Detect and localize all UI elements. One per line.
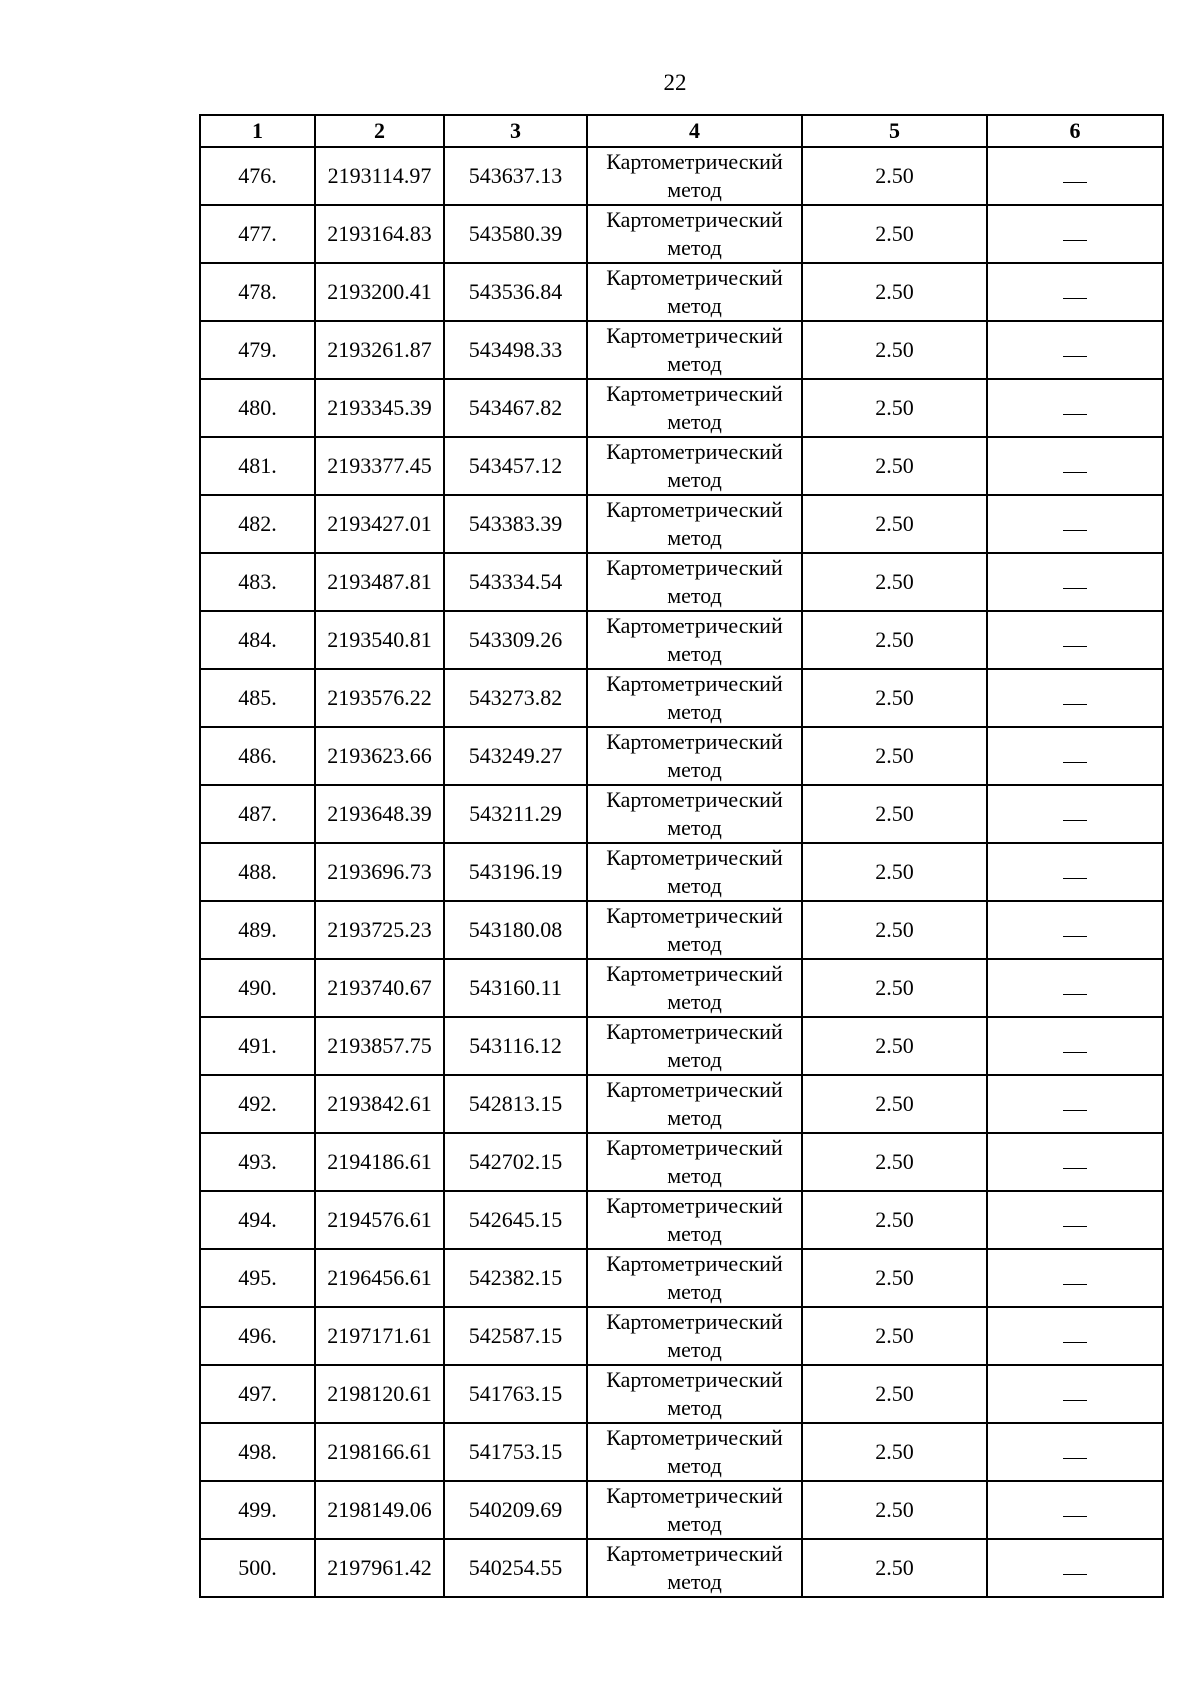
method-line-1: Картометрический [606,1077,783,1102]
method-line-2: метод [667,1337,722,1362]
dash-mark [1063,1342,1087,1343]
description-cell [987,1133,1163,1191]
coordinate-y: 540209.69 [444,1481,587,1539]
method-line-1: Картометрический [606,207,783,232]
accuracy-value: 2.50 [802,1249,987,1307]
accuracy-value: 2.50 [802,901,987,959]
method-line-1: Картометрический [606,1483,783,1508]
coordinate-y: 543467.82 [444,379,587,437]
method-line-1: Картометрический [606,1425,783,1450]
accuracy-value: 2.50 [802,727,987,785]
method-line-2: метод [667,815,722,840]
coordinate-y: 543196.19 [444,843,587,901]
method-line-1: Картометрический [606,439,783,464]
accuracy-value: 2.50 [802,843,987,901]
coordinate-y: 543180.08 [444,901,587,959]
table-row [200,1307,1163,1365]
coordinates-table [199,114,1164,1598]
point-number: 480. [200,379,315,437]
method-cell [587,669,802,727]
method-cell [587,901,802,959]
table-row [200,1191,1163,1249]
coordinate-y: 543211.29 [444,785,587,843]
description-cell [987,1249,1163,1307]
coordinate-x: 2198120.61 [315,1365,444,1423]
column-header-4: 4 [587,115,802,147]
method-line-2: метод [667,467,722,492]
accuracy-value: 2.50 [802,147,987,205]
method-line-1: Картометрический [606,1193,783,1218]
method-cell [587,1075,802,1133]
dash-mark [1063,588,1087,589]
description-cell [987,379,1163,437]
point-number: 483. [200,553,315,611]
method-line-2: метод [667,699,722,724]
description-cell [987,1075,1163,1133]
coordinate-x: 2193427.01 [315,495,444,553]
point-number: 476. [200,147,315,205]
method-line-1: Картометрический [606,1251,783,1276]
dash-mark [1063,1052,1087,1053]
point-number: 497. [200,1365,315,1423]
method-cell [587,1539,802,1597]
coordinate-y: 541763.15 [444,1365,587,1423]
dash-mark [1063,1226,1087,1227]
accuracy-value: 2.50 [802,1017,987,1075]
point-number: 477. [200,205,315,263]
accuracy-value: 2.50 [802,1191,987,1249]
description-cell [987,1191,1163,1249]
method-line-2: метод [667,1163,722,1188]
coordinate-x: 2197961.42 [315,1539,444,1597]
accuracy-value: 2.50 [802,1423,987,1481]
table-row [200,1539,1163,1597]
table-row [200,147,1163,205]
dash-mark [1063,1574,1087,1575]
description-cell [987,263,1163,321]
method-line-2: метод [667,1453,722,1478]
method-cell [587,1423,802,1481]
method-cell [587,1365,802,1423]
point-number: 492. [200,1075,315,1133]
method-cell [587,379,802,437]
table-row [200,843,1163,901]
coordinate-x: 2198166.61 [315,1423,444,1481]
description-cell [987,1017,1163,1075]
table-row [200,1017,1163,1075]
method-cell [587,495,802,553]
description-cell [987,147,1163,205]
coordinate-x: 2193377.45 [315,437,444,495]
method-line-1: Картометрический [606,381,783,406]
accuracy-value: 2.50 [802,437,987,495]
coordinate-x: 2193696.73 [315,843,444,901]
coordinate-y: 543457.12 [444,437,587,495]
accuracy-value: 2.50 [802,379,987,437]
accuracy-value: 2.50 [802,495,987,553]
method-cell [587,205,802,263]
coordinate-y: 543309.26 [444,611,587,669]
method-cell [587,263,802,321]
table-row [200,1365,1163,1423]
method-line-2: метод [667,525,722,550]
dash-mark [1063,646,1087,647]
method-cell [587,611,802,669]
dash-mark [1063,182,1087,183]
method-line-1: Картометрический [606,149,783,174]
coordinate-x: 2193200.41 [315,263,444,321]
description-cell [987,437,1163,495]
table-row [200,205,1163,263]
accuracy-value: 2.50 [802,1365,987,1423]
coordinate-x: 2193740.67 [315,959,444,1017]
method-cell [587,1307,802,1365]
method-cell [587,959,802,1017]
method-line-2: метод [667,989,722,1014]
column-header-5: 5 [802,115,987,147]
dash-mark [1063,1458,1087,1459]
method-line-2: метод [667,1279,722,1304]
table-row [200,959,1163,1017]
accuracy-value: 2.50 [802,1539,987,1597]
coordinate-y: 542587.15 [444,1307,587,1365]
point-number: 495. [200,1249,315,1307]
point-number: 486. [200,727,315,785]
description-cell [987,959,1163,1017]
coordinate-y: 543383.39 [444,495,587,553]
dash-mark [1063,530,1087,531]
dash-mark [1063,878,1087,879]
column-header-6: 6 [987,115,1163,147]
table-row [200,611,1163,669]
method-cell [587,843,802,901]
method-line-2: метод [667,1221,722,1246]
column-header-1: 1 [200,115,315,147]
method-line-2: метод [667,1395,722,1420]
coordinate-x: 2193164.83 [315,205,444,263]
table-row [200,727,1163,785]
description-cell [987,1481,1163,1539]
accuracy-value: 2.50 [802,321,987,379]
dash-mark [1063,762,1087,763]
description-cell [987,785,1163,843]
coordinate-y: 542645.15 [444,1191,587,1249]
method-line-1: Картометрический [606,1135,783,1160]
coordinate-y: 543160.11 [444,959,587,1017]
table-row [200,321,1163,379]
method-cell [587,1249,802,1307]
accuracy-value: 2.50 [802,785,987,843]
coordinate-x: 2193648.39 [315,785,444,843]
table-row [200,1481,1163,1539]
coordinate-y: 542702.15 [444,1133,587,1191]
description-cell [987,1539,1163,1597]
method-line-2: метод [667,1105,722,1130]
method-cell [587,727,802,785]
coordinate-y: 540254.55 [444,1539,587,1597]
coordinate-y: 543580.39 [444,205,587,263]
method-line-2: метод [667,235,722,260]
coordinate-y: 541753.15 [444,1423,587,1481]
coordinate-x: 2193725.23 [315,901,444,959]
dash-mark [1063,936,1087,937]
accuracy-value: 2.50 [802,669,987,727]
table-row [200,437,1163,495]
point-number: 496. [200,1307,315,1365]
accuracy-value: 2.50 [802,1075,987,1133]
accuracy-value: 2.50 [802,959,987,1017]
method-line-1: Картометрический [606,497,783,522]
method-line-1: Картометрический [606,903,783,928]
table-row [200,553,1163,611]
dash-mark [1063,1168,1087,1169]
point-number: 478. [200,263,315,321]
method-cell [587,1481,802,1539]
method-cell [587,321,802,379]
description-cell [987,843,1163,901]
method-line-2: метод [667,1047,722,1072]
description-cell [987,669,1163,727]
method-line-2: метод [667,931,722,956]
coordinate-x: 2197171.61 [315,1307,444,1365]
method-line-2: метод [667,583,722,608]
method-line-2: метод [667,177,722,202]
coordinate-y: 543637.13 [444,147,587,205]
method-line-2: метод [667,1511,722,1536]
accuracy-value: 2.50 [802,1481,987,1539]
dash-mark [1063,1516,1087,1517]
coordinate-x: 2196456.61 [315,1249,444,1307]
coordinate-x: 2193623.66 [315,727,444,785]
coordinate-y: 543498.33 [444,321,587,379]
point-number: 481. [200,437,315,495]
point-number: 494. [200,1191,315,1249]
point-number: 487. [200,785,315,843]
coordinate-y: 542813.15 [444,1075,587,1133]
point-number: 482. [200,495,315,553]
description-cell [987,901,1163,959]
method-line-1: Картометрический [606,1367,783,1392]
method-line-2: метод [667,873,722,898]
dash-mark [1063,240,1087,241]
coordinate-y: 543536.84 [444,263,587,321]
method-line-2: метод [667,293,722,318]
coordinate-x: 2193540.81 [315,611,444,669]
dash-mark [1063,1400,1087,1401]
point-number: 488. [200,843,315,901]
coordinate-y: 543273.82 [444,669,587,727]
table-row [200,901,1163,959]
coordinate-y: 543334.54 [444,553,587,611]
table-header-row [200,115,1163,147]
point-number: 485. [200,669,315,727]
description-cell [987,1423,1163,1481]
method-line-1: Картометрический [606,729,783,754]
point-number: 489. [200,901,315,959]
table-row [200,785,1163,843]
method-cell [587,1133,802,1191]
accuracy-value: 2.50 [802,611,987,669]
method-line-1: Картометрический [606,961,783,986]
method-line-1: Картометрический [606,845,783,870]
coordinate-x: 2193842.61 [315,1075,444,1133]
description-cell [987,205,1163,263]
page-number: 22 [663,70,687,95]
dash-mark [1063,1284,1087,1285]
dash-mark [1063,414,1087,415]
coordinate-x: 2193261.87 [315,321,444,379]
dash-mark [1063,704,1087,705]
accuracy-value: 2.50 [802,263,987,321]
point-number: 499. [200,1481,315,1539]
point-number: 498. [200,1423,315,1481]
description-cell [987,727,1163,785]
table-row [200,1249,1163,1307]
dash-mark [1063,1110,1087,1111]
accuracy-value: 2.50 [802,553,987,611]
point-number: 500. [200,1539,315,1597]
table-row [200,669,1163,727]
method-line-1: Картометрический [606,555,783,580]
method-cell [587,553,802,611]
coordinate-x: 2193857.75 [315,1017,444,1075]
method-line-1: Картометрический [606,787,783,812]
point-number: 479. [200,321,315,379]
dash-mark [1063,820,1087,821]
coordinate-y: 543249.27 [444,727,587,785]
table-row [200,379,1163,437]
coordinate-x: 2193345.39 [315,379,444,437]
method-cell [587,1191,802,1249]
method-line-1: Картометрический [606,265,783,290]
method-line-1: Картометрический [606,613,783,638]
description-cell [987,321,1163,379]
point-number: 493. [200,1133,315,1191]
method-cell [587,1017,802,1075]
method-cell [587,785,802,843]
table-row [200,495,1163,553]
column-header-3: 3 [444,115,587,147]
description-cell [987,1365,1163,1423]
method-line-2: метод [667,757,722,782]
accuracy-value: 2.50 [802,1307,987,1365]
dash-mark [1063,356,1087,357]
coordinate-x: 2193114.97 [315,147,444,205]
description-cell [987,1307,1163,1365]
column-header-2: 2 [315,115,444,147]
dash-mark [1063,298,1087,299]
coordinate-x: 2194576.61 [315,1191,444,1249]
coordinate-y: 542382.15 [444,1249,587,1307]
accuracy-value: 2.50 [802,205,987,263]
point-number: 491. [200,1017,315,1075]
method-line-1: Картометрический [606,671,783,696]
method-cell [587,147,802,205]
table-row [200,1423,1163,1481]
description-cell [987,611,1163,669]
method-line-1: Картометрический [606,323,783,348]
method-line-1: Картометрический [606,1019,783,1044]
dash-mark [1063,472,1087,473]
table-row [200,1075,1163,1133]
description-cell [987,553,1163,611]
method-line-2: метод [667,409,722,434]
point-number: 484. [200,611,315,669]
method-line-2: метод [667,1569,722,1594]
method-line-2: метод [667,641,722,666]
table-row [200,263,1163,321]
coordinate-y: 543116.12 [444,1017,587,1075]
accuracy-value: 2.50 [802,1133,987,1191]
method-line-1: Картометрический [606,1309,783,1334]
method-line-2: метод [667,351,722,376]
coordinate-x: 2198149.06 [315,1481,444,1539]
description-cell [987,495,1163,553]
coordinate-x: 2193576.22 [315,669,444,727]
method-line-1: Картометрический [606,1541,783,1566]
dash-mark [1063,994,1087,995]
point-number: 490. [200,959,315,1017]
coordinate-x: 2194186.61 [315,1133,444,1191]
table-row [200,1133,1163,1191]
method-cell [587,437,802,495]
coordinate-x: 2193487.81 [315,553,444,611]
